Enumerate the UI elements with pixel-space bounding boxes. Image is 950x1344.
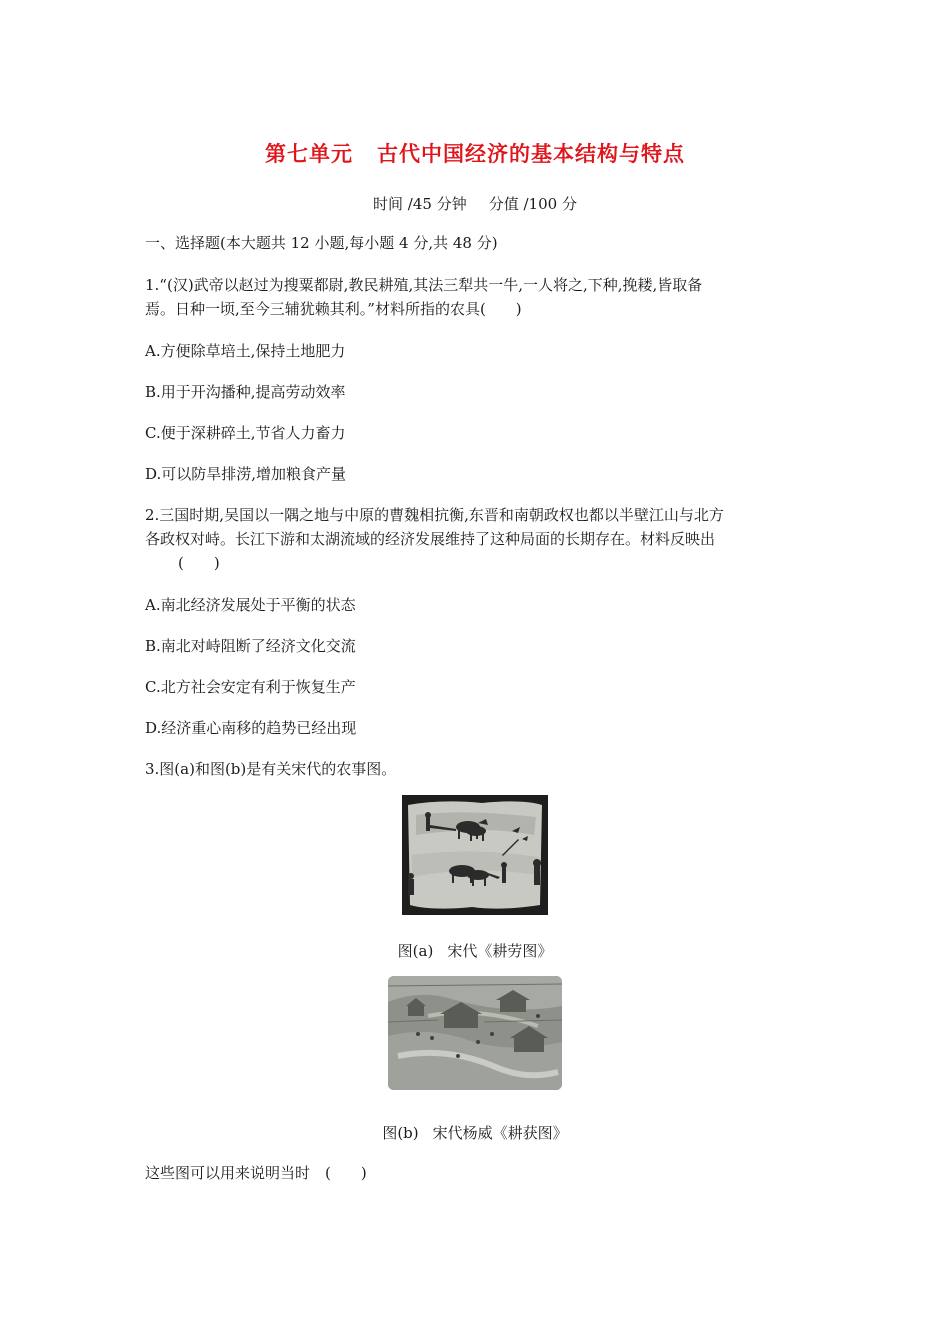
q2-option-c: C.北方社会安定有利于恢复生产 xyxy=(145,678,356,696)
q2-stem-line-1: 2.三国时期,吴国以一隅之地与中原的曹魏相抗衡,东晋和南朝政权也都以半壁江山与北方 xyxy=(145,506,724,524)
q2-option-a: A.南北经济发展处于平衡的状态 xyxy=(145,596,356,614)
time-limit: 时间 /45 分钟 xyxy=(373,195,467,213)
figure-a-caption xyxy=(0,940,950,961)
total-score: 分值 /100 分 xyxy=(488,195,577,213)
q1-stem-line-1: 1.“(汉)武帝以赵过为搜粟都尉,教民耕殖,其法三犁共一牛,一人将之,下种,挽耧,皆取备 xyxy=(145,276,703,294)
q2-stem-line-3: ( ) xyxy=(178,554,220,572)
q3-followup: 这些图可以用来说明当时 ( ) xyxy=(145,1164,367,1182)
figure-a-label: 图(a) xyxy=(397,942,434,960)
unit-number: 第七单元 xyxy=(265,142,353,166)
figure-a-plowing-painting xyxy=(402,795,548,915)
section-heading: 一、选择题(本大题共 12 小题,每小题 4 分,共 48 分) xyxy=(145,234,498,252)
q2-option-b: B.南北对峙阻断了经济文化交流 xyxy=(145,637,356,655)
q1-stem-line-2: 焉。日种一顷,至今三辅犹赖其利。”材料所指的农具( ) xyxy=(145,300,522,318)
q1-option-a: A.方便除草培土,保持土地肥力 xyxy=(145,342,346,360)
figure-b-label: 图(b) xyxy=(382,1124,419,1142)
q1-option-d: D.可以防旱排涝,增加粮食产量 xyxy=(145,465,347,483)
q2-option-d: D.经济重心南移的趋势已经出现 xyxy=(145,719,357,737)
unit-title xyxy=(0,138,950,168)
unit-name: 古代中国经济的基本结构与特点 xyxy=(377,142,685,166)
q1-option-c: C.便于深耕碎土,节省人力畜力 xyxy=(145,424,346,442)
exam-meta xyxy=(0,193,950,214)
figure-a-title: 宋代《耕劳图》 xyxy=(447,942,553,960)
q2-stem-line-2: 各政权对峙。长江下游和太湖流域的经济发展维持了这种局面的长期存在。材料反映出 xyxy=(145,530,716,548)
q3-stem-line-1: 3.图(a)和图(b)是有关宋代的农事图。 xyxy=(145,760,397,778)
q1-option-b: B.用于开沟播种,提高劳动效率 xyxy=(145,383,346,401)
figure-b-title: 宋代杨威《耕获图》 xyxy=(432,1124,568,1142)
figure-b-harvest-painting xyxy=(388,976,562,1090)
figure-b-caption xyxy=(0,1122,950,1143)
